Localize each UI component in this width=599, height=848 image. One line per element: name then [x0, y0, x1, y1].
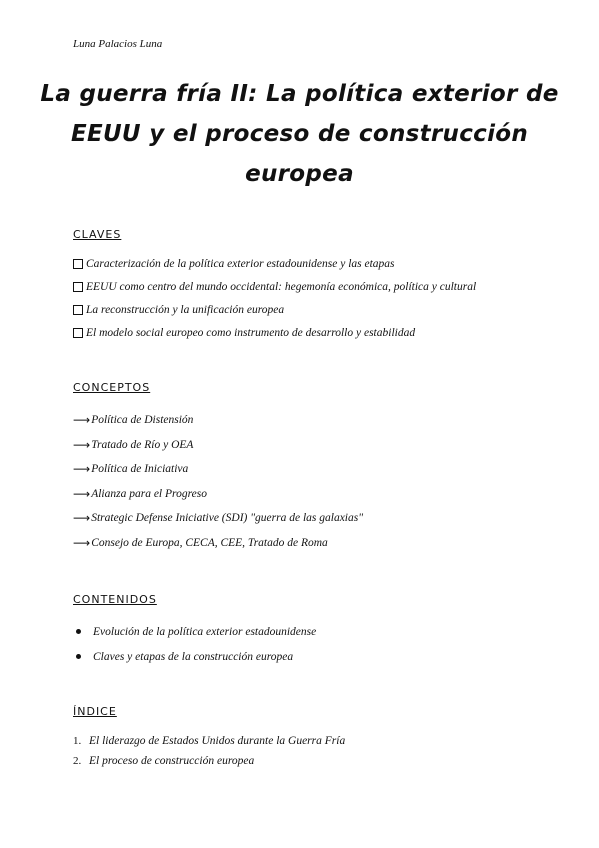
author-name: Luna Palacios Luna	[73, 38, 163, 50]
arrow-right-icon: ⟶	[73, 511, 91, 526]
bullet-icon	[76, 654, 81, 659]
list-item: El modelo social europeo como instrumento de desarrollo y estabilidad	[73, 321, 476, 344]
bullet-icon	[76, 629, 81, 634]
indice-heading: ÍNDICE	[73, 705, 117, 718]
list-item: Evolución de la política exterior estadounidense	[73, 619, 316, 644]
list-item: EEUU como centro del mundo occidental: hegemonía económica, política y cultural	[73, 275, 476, 298]
checkbox-icon	[73, 328, 83, 338]
list-item: La reconstrucción y la unificación europea	[73, 298, 476, 321]
indice-list	[73, 731, 345, 771]
claves-list	[73, 252, 476, 344]
arrow-right-icon: ⟶	[73, 535, 91, 550]
list-item: ⟶ Política de Iniciativa	[73, 462, 189, 477]
arrow-right-icon: ⟶	[73, 413, 91, 428]
conceptos-list	[73, 408, 363, 555]
arrow-right-icon: ⟶	[73, 437, 91, 452]
list-item: ⟶ Strategic Defense Iniciative (SDI) "guerra de las galaxias"	[73, 511, 364, 526]
contenidos-list	[73, 619, 316, 669]
checkbox-icon	[73, 259, 83, 269]
page-title: La guerra fría II: La política exterior de EEUU y el proceso de construcción europea	[40, 81, 559, 187]
arrow-right-icon: ⟶	[73, 486, 91, 501]
list-item: Claves y etapas de la construcción europea	[73, 644, 316, 669]
contenidos-heading: CONTENIDOS	[73, 593, 157, 606]
list-item: ⟶ Tratado de Río y OEA	[73, 437, 194, 452]
list-item: ⟶ Política de Distensión	[73, 413, 194, 428]
list-item: ⟶ Consejo de Europa, CECA, CEE, Tratado de Roma	[73, 535, 328, 550]
checkbox-icon	[73, 282, 83, 292]
list-item: 1. El liderazgo de Estados Unidos durante la Guerra Fría	[73, 735, 346, 747]
list-item: 2. El proceso de construcción europea	[73, 755, 255, 767]
conceptos-heading: CONCEPTOS	[73, 381, 151, 394]
claves-heading: CLAVES	[73, 228, 122, 241]
list-item: ⟶ Alianza para el Progreso	[73, 486, 207, 501]
list-item: Caracterización de la política exterior estadounidense y las etapas	[73, 252, 476, 275]
checkbox-icon	[73, 305, 83, 315]
arrow-right-icon: ⟶	[73, 462, 91, 477]
